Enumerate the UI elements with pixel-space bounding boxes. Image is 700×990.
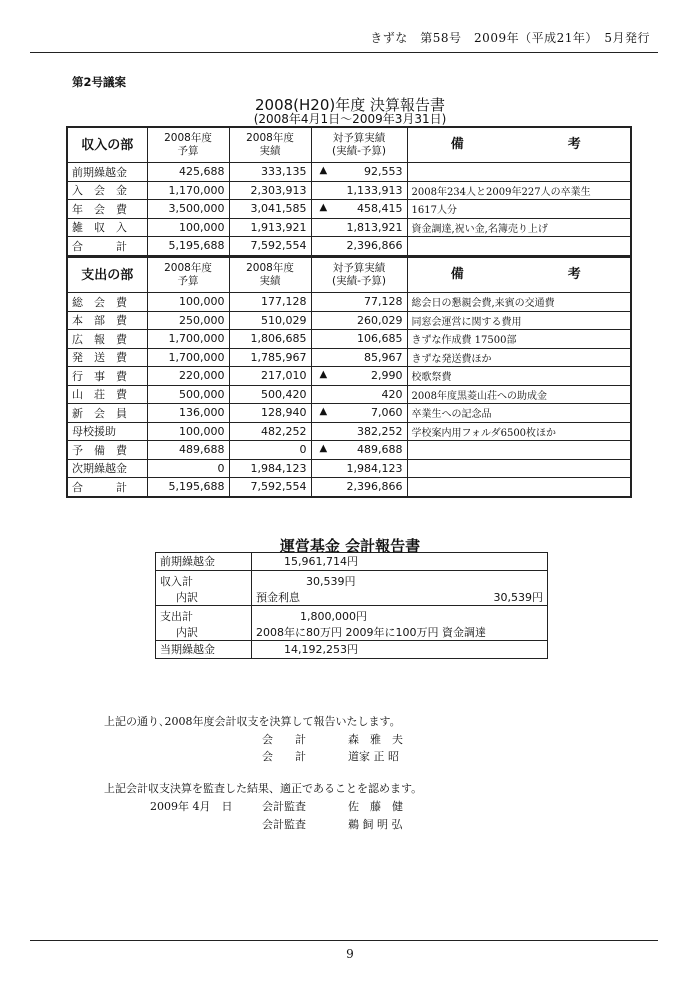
fund-expense-value: 1,800,000円	[300, 610, 367, 623]
income-total-actual: 7,592,554	[229, 237, 311, 256]
expense-row-diff-value: 106,685	[357, 332, 403, 346]
fund-income-value-cell	[252, 571, 548, 606]
expense-col-actual: 2008年度 実績	[229, 257, 311, 293]
expense-row	[67, 459, 631, 478]
income-total-row	[67, 237, 631, 256]
income-total-note	[407, 237, 631, 256]
fund-expense-detail-label: 内訳	[176, 626, 198, 639]
expense-row-note: 校歌祭費	[407, 367, 631, 386]
fund-expense-detail-text: 2008年に80万円 2009年に100万円 資金調達	[256, 626, 486, 639]
income-row-actual: 3,041,585	[229, 200, 311, 219]
income-row-note	[407, 163, 631, 182]
expense-section-label: 支出の部	[67, 257, 147, 293]
expense-row-note	[407, 441, 631, 460]
expense-row-diff	[311, 459, 407, 478]
expense-header-row	[67, 257, 631, 293]
expense-row-budget: 100,000	[147, 422, 229, 441]
expense-row-budget: 136,000	[147, 404, 229, 423]
expense-total-note	[407, 478, 631, 497]
income-row-label: 年 会 費	[67, 200, 147, 219]
auditor-name-1: 佐 藤 健	[348, 800, 403, 813]
expense-row-label: 山 荘 費	[67, 385, 147, 404]
fund-income-row	[156, 571, 548, 606]
expense-row-diff-value: 382,252	[357, 424, 403, 438]
income-row-note: 2008年234人と2009年227人の卒業生	[407, 181, 631, 200]
expense-col-diff: 対予算実績 (実績-予算)	[311, 257, 407, 293]
expense-table	[66, 256, 632, 498]
expense-row	[67, 385, 631, 404]
expense-row-label: 行 事 費	[67, 367, 147, 386]
income-col-diff: 対予算実績 (実績-予算)	[311, 127, 407, 163]
expense-row	[67, 367, 631, 386]
fund-current-row	[156, 641, 548, 659]
expense-row-diff	[311, 422, 407, 441]
fund-income-detail-value: 30,539円	[493, 591, 543, 604]
footer-rule	[30, 940, 658, 941]
expense-row-note: 総会日の懇親会費,来賓の交通費	[407, 293, 631, 312]
expense-col-budget: 2008年度 予算	[147, 257, 229, 293]
decrease-triangle-icon: ▲	[319, 443, 328, 455]
income-row-actual: 2,303,913	[229, 181, 311, 200]
income-row-diff	[311, 163, 407, 182]
accountant-role-2: 会 計	[262, 750, 306, 763]
income-row-diff	[311, 200, 407, 219]
auditor-role-2: 会計監査	[262, 818, 306, 831]
fund-income-label: 収入計	[160, 575, 193, 588]
income-row	[67, 163, 631, 182]
expense-row	[67, 348, 631, 367]
expense-row	[67, 330, 631, 349]
income-total-label: 合 計	[67, 237, 147, 256]
income-section-label: 収入の部	[67, 127, 147, 163]
income-row-budget: 1,170,000	[147, 181, 229, 200]
expense-row-diff	[311, 330, 407, 349]
income-row	[67, 181, 631, 200]
expense-row-diff-value: 489,688	[357, 443, 403, 457]
income-col-actual: 2008年度 実績	[229, 127, 311, 163]
expense-row-diff-value: 7,060	[371, 406, 403, 420]
income-row-diff-value: 92,553	[364, 165, 403, 179]
expense-row-label: 本 部 費	[67, 311, 147, 330]
expense-total-budget: 5,195,688	[147, 478, 229, 497]
expense-row-diff	[311, 311, 407, 330]
income-row-label: 前期繰越金	[67, 163, 147, 182]
income-row-diff-value: 458,415	[357, 202, 403, 216]
expense-row-note: きずな作成費 17500部	[407, 330, 631, 349]
expense-row-note: 卒業生への記念品	[407, 404, 631, 423]
expense-row	[67, 293, 631, 312]
fund-expense-label: 支出計	[160, 610, 193, 623]
income-row-budget: 100,000	[147, 218, 229, 237]
expense-row-actual: 482,252	[229, 422, 311, 441]
income-row-diff-value: 1,133,913	[346, 183, 403, 197]
income-row-label: 雑 収 入	[67, 218, 147, 237]
expense-row-diff	[311, 348, 407, 367]
expense-row-budget: 1,700,000	[147, 348, 229, 367]
fund-expense-row	[156, 606, 548, 641]
fund-table	[155, 552, 548, 659]
income-row-note: 1617人分	[407, 200, 631, 219]
closing-statement-1: 上記の通り､2008年度会計収支を決算して報告いたします。	[104, 715, 401, 728]
report-title: 2008(H20)年度 決算報告書	[254, 96, 445, 114]
accountant-name-2: 道家 正 昭	[348, 750, 399, 763]
income-total-budget: 5,195,688	[147, 237, 229, 256]
audit-date: 2009年 4月 日	[150, 800, 233, 813]
expense-row-label: 発 送 費	[67, 348, 147, 367]
income-col-budget: 2008年度 予算	[147, 127, 229, 163]
expense-row-note: 同窓会運営に関する費用	[407, 311, 631, 330]
expense-total-label: 合 計	[67, 478, 147, 497]
expense-total-diff: 2,396,866	[311, 478, 407, 497]
fund-title: 運営基金 会計報告書	[279, 537, 421, 555]
expense-row-actual: 1,806,685	[229, 330, 311, 349]
expense-row-note: 学校案内用フォルダ6500枚ほか	[407, 422, 631, 441]
expense-row-actual: 217,010	[229, 367, 311, 386]
expense-row	[67, 422, 631, 441]
page-number: 9	[346, 947, 354, 961]
expense-row-diff-value: 420	[381, 387, 403, 401]
income-row-actual: 333,135	[229, 163, 311, 182]
income-table	[66, 126, 632, 257]
header-text: きずな 第58号 2009年（平成21年） 5月発行	[370, 31, 650, 45]
income-col-note: 備 考	[407, 127, 631, 163]
fund-income-label-cell	[156, 571, 252, 606]
fund-expense-value-cell	[252, 606, 548, 641]
expense-row-label: 新 会 員	[67, 404, 147, 423]
income-total-diff: 2,396,866	[311, 237, 407, 256]
income-row	[67, 200, 631, 219]
accountant-role-1: 会 計	[262, 733, 306, 746]
fund-current-value: 14,192,253円	[252, 641, 548, 659]
expense-row	[67, 404, 631, 423]
expense-row-note: 2008年度黒菱山荘への助成金	[407, 385, 631, 404]
expense-row-diff	[311, 441, 407, 460]
fund-prev-label: 前期繰越金	[156, 553, 252, 571]
income-row-label: 入 会 金	[67, 181, 147, 200]
income-row-diff-value: 1,813,921	[346, 220, 403, 234]
income-header-row	[67, 127, 631, 163]
income-row-diff	[311, 218, 407, 237]
fund-expense-label-cell	[156, 606, 252, 641]
income-row-budget: 3,500,000	[147, 200, 229, 219]
expense-row-diff	[311, 367, 407, 386]
fund-prev-value: 15,961,714円	[252, 553, 548, 571]
expense-row-budget: 0	[147, 459, 229, 478]
expense-row-label: 総 会 費	[67, 293, 147, 312]
page-header	[30, 0, 658, 53]
expense-row-diff-value: 2,990	[371, 369, 403, 383]
agenda-label: 第2号議案	[72, 75, 127, 89]
expense-row-actual: 510,029	[229, 311, 311, 330]
fund-current-label: 当期繰越金	[156, 641, 252, 659]
decrease-triangle-icon: ▲	[319, 202, 328, 214]
closing-statement-2: 上記会計収支決算を監査した結果、適正であることを認めます。	[104, 782, 423, 795]
expense-row-diff	[311, 404, 407, 423]
expense-row-actual: 1,984,123	[229, 459, 311, 478]
expense-row-budget: 100,000	[147, 293, 229, 312]
expense-total-actual: 7,592,554	[229, 478, 311, 497]
expense-row-actual: 177,128	[229, 293, 311, 312]
expense-row-label: 次期繰越金	[67, 459, 147, 478]
expense-col-note: 備 考	[407, 257, 631, 293]
expense-row-label: 広 報 費	[67, 330, 147, 349]
income-row-note: 資金調達,祝い金,名簿売り上げ	[407, 218, 631, 237]
expense-row-actual: 1,785,967	[229, 348, 311, 367]
decrease-triangle-icon: ▲	[319, 406, 328, 418]
expense-row-diff	[311, 385, 407, 404]
expense-row-budget: 489,688	[147, 441, 229, 460]
decrease-triangle-icon: ▲	[319, 369, 328, 381]
expense-row-actual: 500,420	[229, 385, 311, 404]
decrease-triangle-icon: ▲	[319, 165, 328, 177]
expense-row-label: 母校援助	[67, 422, 147, 441]
expense-row-note	[407, 459, 631, 478]
expense-row-actual: 128,940	[229, 404, 311, 423]
expense-row-diff-value: 85,967	[364, 350, 403, 364]
income-row-actual: 1,913,921	[229, 218, 311, 237]
fund-prev-row	[156, 553, 548, 571]
income-row-diff	[311, 181, 407, 200]
auditor-role-1: 会計監査	[262, 800, 306, 813]
expense-row-note: きずな発送費ほか	[407, 348, 631, 367]
expense-row-budget: 1,700,000	[147, 330, 229, 349]
expense-row-diff-value: 260,029	[357, 313, 403, 327]
expense-row-budget: 500,000	[147, 385, 229, 404]
income-row	[67, 218, 631, 237]
fund-income-detail-text: 預金利息	[256, 591, 300, 604]
fund-income-detail-label: 内訳	[176, 591, 198, 604]
expense-row	[67, 311, 631, 330]
expense-row-diff-value: 1,984,123	[346, 461, 403, 475]
fund-income-value: 30,539円	[306, 575, 356, 588]
income-row-budget: 425,688	[147, 163, 229, 182]
report-period: (2008年4月1日～2009年3月31日)	[253, 112, 447, 126]
expense-row-diff-value: 77,128	[364, 295, 403, 309]
expense-row	[67, 441, 631, 460]
accountant-name-1: 森 雅 夫	[348, 733, 403, 746]
expense-row-budget: 220,000	[147, 367, 229, 386]
expense-row-label: 予 備 費	[67, 441, 147, 460]
auditor-name-2: 鵜 飼 明 弘	[348, 818, 403, 831]
expense-row-diff	[311, 293, 407, 312]
expense-row-actual: 0	[229, 441, 311, 460]
expense-total-row	[67, 478, 631, 497]
expense-row-budget: 250,000	[147, 311, 229, 330]
